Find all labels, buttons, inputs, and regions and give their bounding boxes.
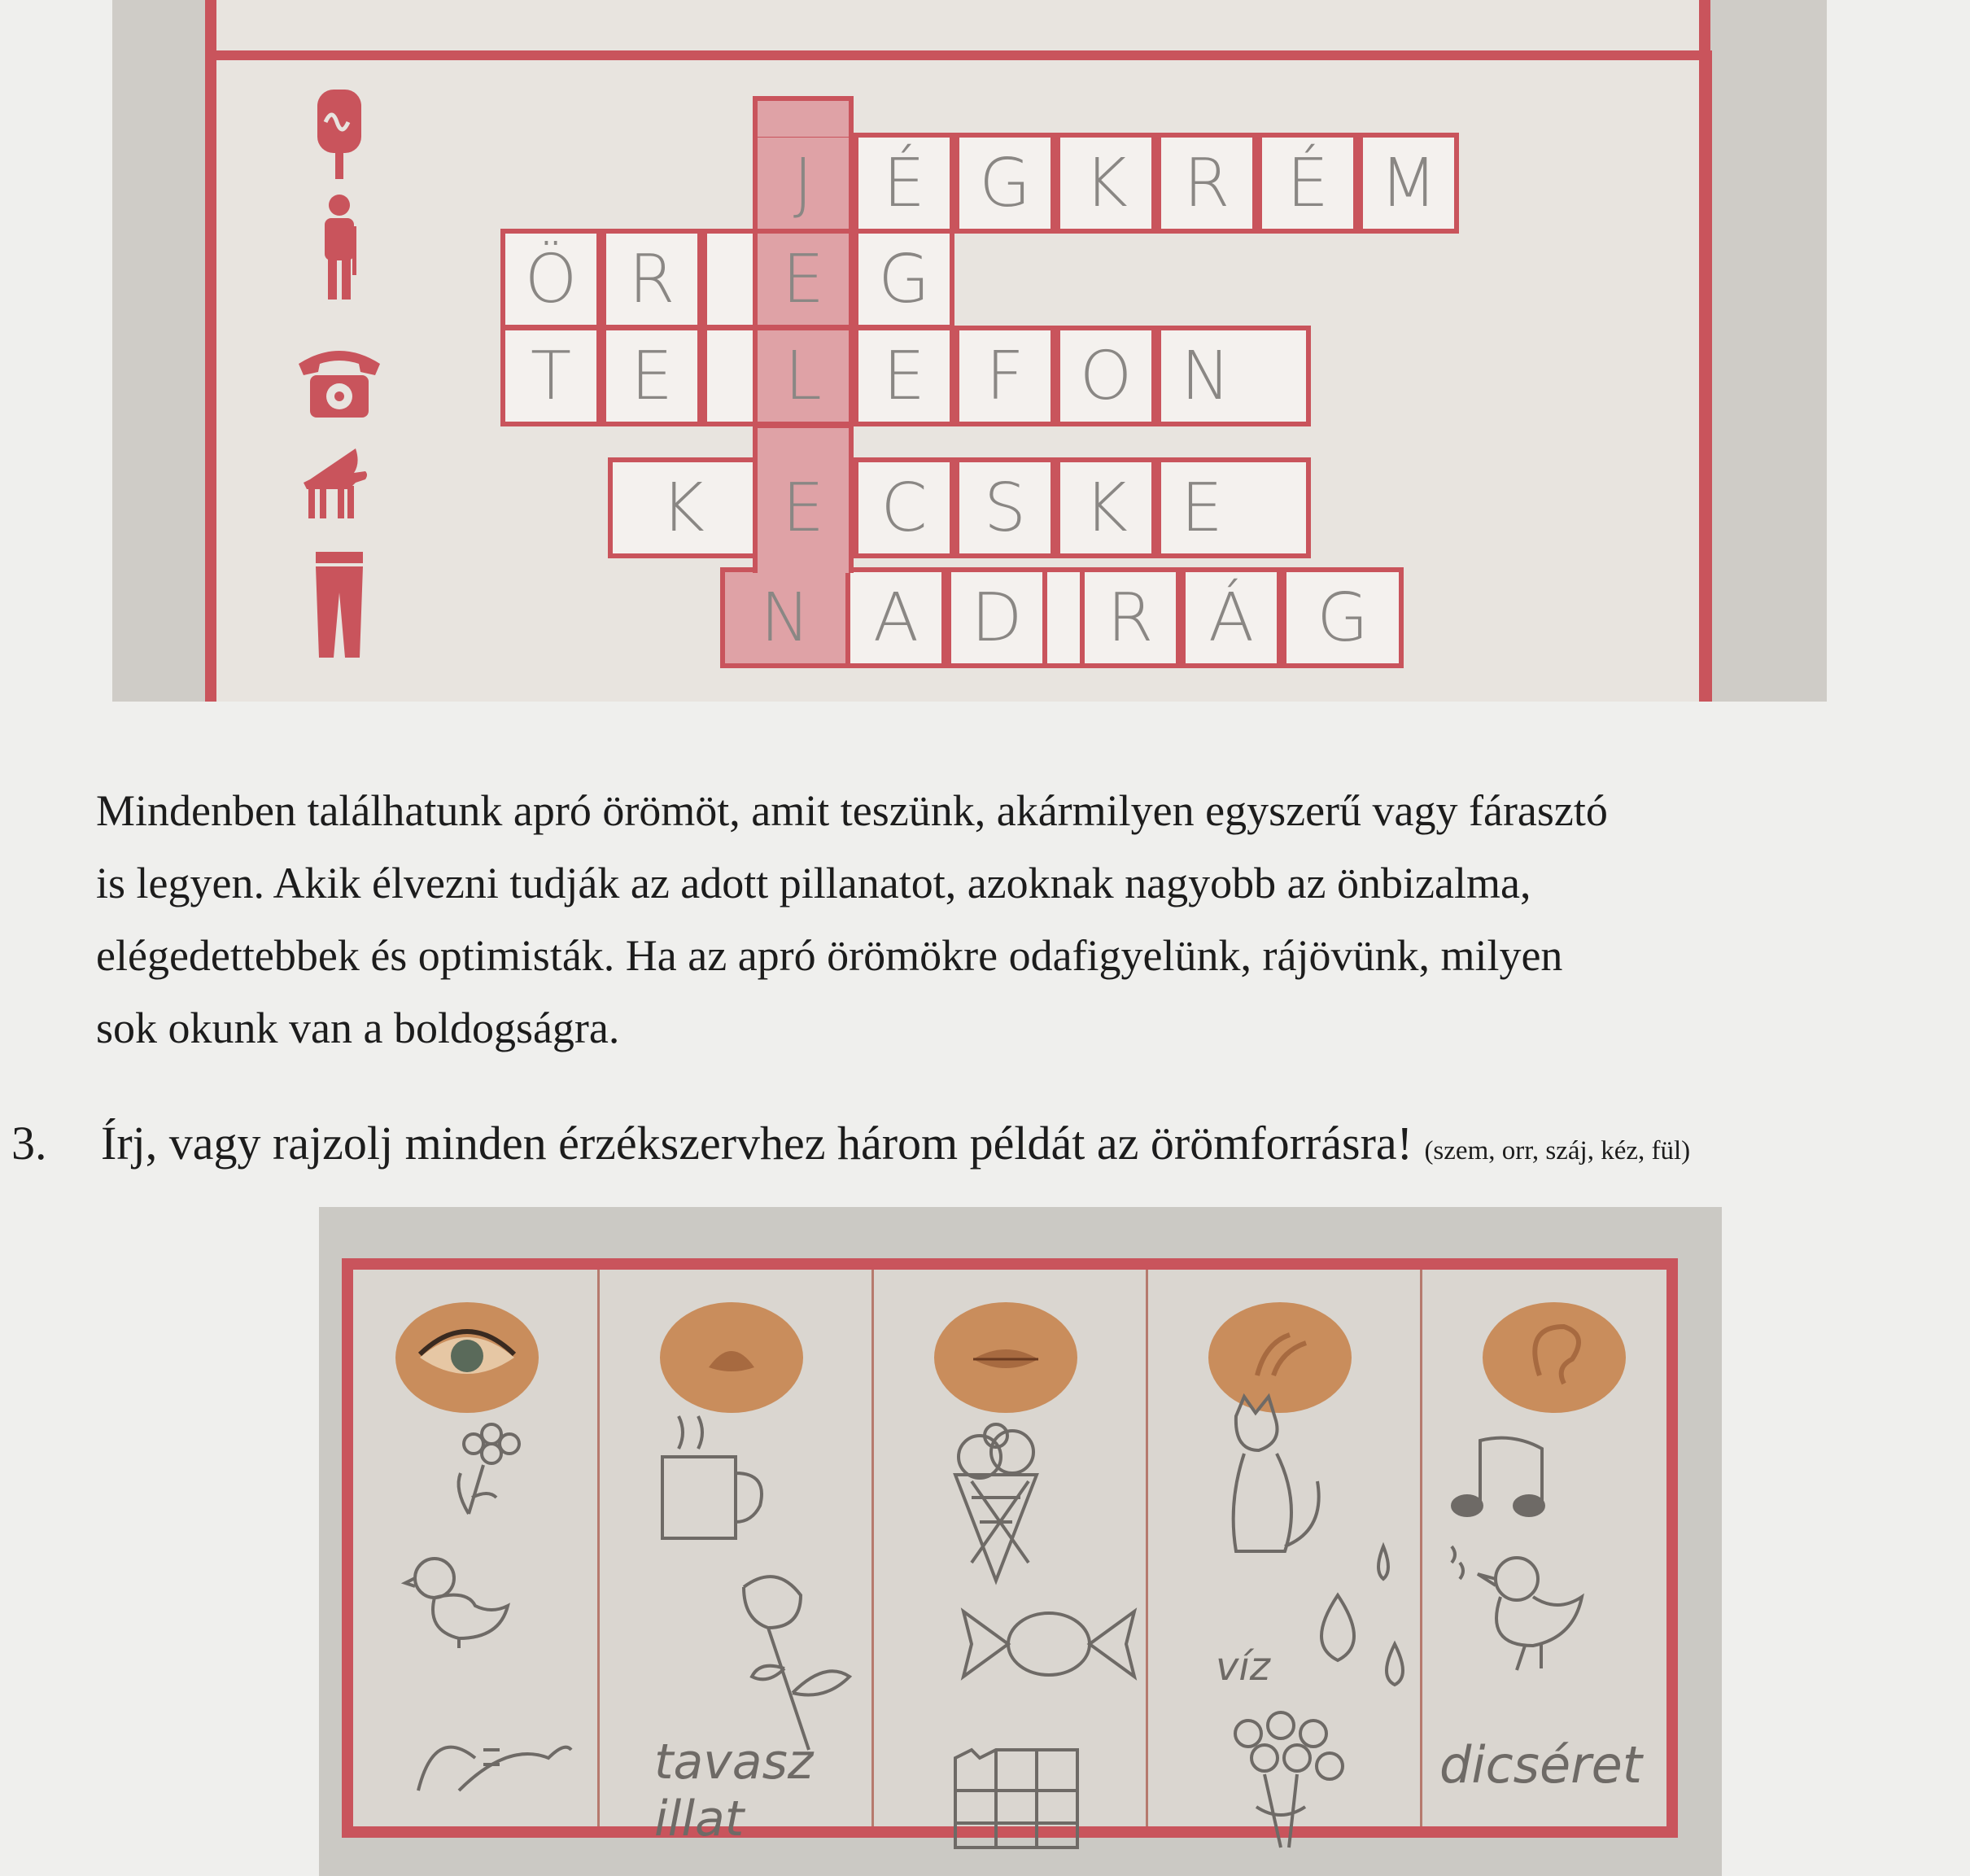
music-note-drawing — [1448, 1432, 1553, 1526]
mouth-icon — [934, 1302, 1077, 1413]
paragraph-line: Mindenben találhatunk apró örömöt, amit teszünk, akármilyen egyszerű vagy fárasztó — [96, 786, 1608, 835]
crossword-cell: N — [1156, 326, 1311, 426]
flower-drawing — [435, 1416, 540, 1526]
task-hint: (szem, orr, száj, kéz, fül) — [1424, 1136, 1691, 1165]
bouquet-drawing — [1208, 1709, 1370, 1860]
eye-icon — [395, 1302, 539, 1413]
crossword-frame-border — [205, 0, 216, 702]
crossword-cell: G — [1282, 567, 1404, 668]
crossword-cell: R — [1156, 133, 1257, 234]
cat-drawing — [1212, 1392, 1334, 1567]
column-divider — [597, 1270, 600, 1826]
crossword-cell — [753, 96, 854, 137]
crossword-cell — [702, 229, 758, 330]
nose-icon — [660, 1302, 803, 1413]
written-text: víz — [1216, 1644, 1270, 1690]
crossword-cell: É — [854, 133, 954, 234]
crossword-cell: E — [854, 326, 954, 426]
crossword-cell: E — [753, 457, 854, 558]
task-number: 3. — [11, 1117, 47, 1170]
crossword-cell: K — [1055, 457, 1156, 558]
paragraph-line: sok okunk van a boldogságra. — [96, 1004, 620, 1052]
paragraph-line: is legyen. Akik élvezni tudják az adott pillanatot, azoknak nagyobb az önbizalma, — [96, 859, 1531, 907]
candy-drawing — [955, 1595, 1142, 1697]
crossword-cell — [1042, 567, 1085, 668]
task-text: Írj, vagy rajzolj minden érzékszervhez három példát az örömforrásra! — [101, 1117, 1413, 1170]
water-drops-drawing — [1305, 1546, 1419, 1713]
written-text: tavasz illat — [654, 1734, 814, 1848]
old-man-icon — [303, 194, 376, 300]
crossword-cell: S — [954, 457, 1055, 558]
crossword-cell: E — [601, 326, 702, 426]
crossword-cell — [753, 553, 854, 573]
column-divider — [1420, 1270, 1422, 1826]
crossword-cell: T — [500, 326, 601, 426]
column-divider — [1146, 1270, 1148, 1826]
ice-cream-icon — [303, 90, 376, 179]
task-3 — [11, 1116, 1964, 1170]
crossword-cell: M — [1358, 133, 1459, 234]
senses-frame — [342, 1258, 1678, 1848]
crossword-cell: A — [845, 567, 946, 668]
crossword-cell: O — [1055, 326, 1156, 426]
singing-bird-drawing — [1444, 1538, 1590, 1681]
crossword-cell — [753, 423, 854, 462]
crossword-cell: K — [608, 457, 758, 558]
crossword-cell: Ö — [500, 229, 601, 330]
chick-drawing — [402, 1550, 516, 1652]
crossword-cell: K — [1055, 133, 1156, 234]
ice-cream-cone-drawing — [947, 1424, 1053, 1591]
written-text: dicséret — [1439, 1735, 1643, 1795]
crossword-cell: R — [601, 229, 702, 330]
crossword-cell: F — [954, 326, 1055, 426]
crossword-cell: Á — [1181, 567, 1282, 668]
steaming-mug-drawing — [654, 1408, 768, 1550]
crossword-frame-border — [205, 50, 1712, 60]
crossword-cell: É — [1257, 133, 1358, 234]
crossword-cell: G — [854, 229, 954, 330]
column-divider — [871, 1270, 874, 1826]
telephone-icon — [303, 342, 376, 423]
crossword-cell: L — [753, 326, 854, 426]
crossword-cell: D — [946, 567, 1047, 668]
crossword-frame-border — [1701, 57, 1712, 702]
crossword-cell: G — [954, 133, 1055, 234]
crossword-cell: E — [1156, 457, 1311, 558]
trousers-icon — [303, 552, 376, 658]
crossword-cell: J — [753, 133, 854, 234]
crossword-cell: R — [1080, 567, 1181, 668]
crossword-cell: C — [854, 457, 954, 558]
ear-icon — [1483, 1302, 1626, 1413]
sun-drawing — [410, 1725, 573, 1827]
chocolate-bar-drawing — [947, 1742, 1094, 1852]
crossword-cell: E — [753, 229, 854, 330]
goat-icon — [303, 444, 376, 526]
crossword-cell — [702, 326, 758, 426]
crossword-cell: N — [720, 567, 850, 668]
paragraph-line: elégedettebbek és optimisták. Ha az apró örömökre odafigyelünk, rájövünk, milyen — [96, 931, 1563, 980]
